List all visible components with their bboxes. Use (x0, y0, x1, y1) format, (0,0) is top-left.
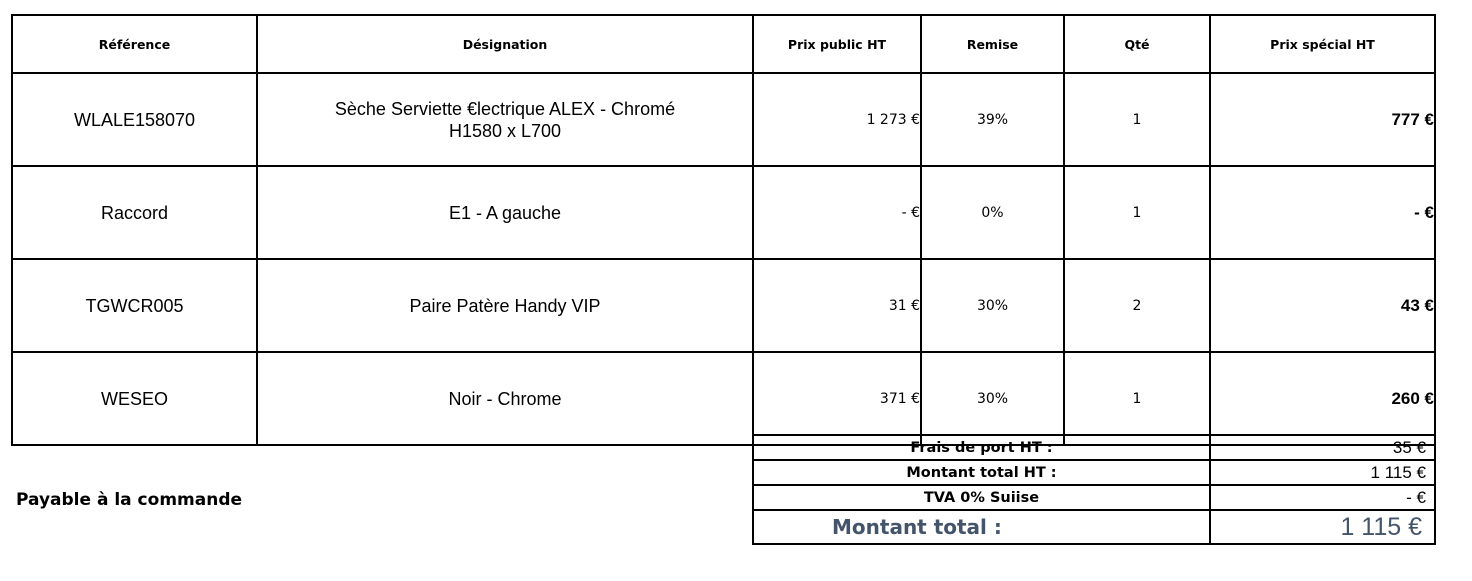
header-prix-public: Prix public HT (753, 15, 921, 73)
header-remise: Remise (921, 15, 1064, 73)
cell-prix-public: - € (753, 166, 921, 259)
montant-ht-value: 1 115 € (1210, 460, 1435, 485)
table-row (12, 166, 1435, 259)
cell-reference: Raccord (12, 166, 257, 259)
header-qte: Qté (1064, 15, 1210, 73)
header-reference: Référence (12, 15, 257, 73)
frais-label: Frais de port HT : (753, 435, 1210, 460)
cell-prix-public: 1 273 € (753, 73, 921, 166)
cell-prix-special: - € (1210, 166, 1435, 259)
cell-designation (257, 73, 753, 166)
cell-designation (257, 166, 753, 259)
cell-designation (257, 352, 753, 445)
header-row (12, 15, 1435, 73)
montant-ht-label: Montant total HT : (753, 460, 1210, 485)
cell-reference: WESEO (12, 352, 257, 445)
frais-value: 35 € (1210, 435, 1435, 460)
cell-qte: 1 (1064, 73, 1210, 166)
table-row (12, 259, 1435, 352)
cell-prix-special: 777 € (1210, 73, 1435, 166)
quote-table (11, 14, 1436, 446)
totals-row-frais (753, 435, 1435, 460)
cell-remise: 30% (921, 352, 1064, 445)
cell-qte: 1 (1064, 352, 1210, 445)
tva-label: TVA 0% Suiise (753, 485, 1210, 510)
totals-table (752, 434, 1436, 545)
totals-row-tva (753, 485, 1435, 510)
totals-row-montant-ht (753, 460, 1435, 485)
designation-line: E1 - A gauche (448, 202, 562, 223)
cell-prix-public: 371 € (753, 352, 921, 445)
cell-designation (257, 259, 753, 352)
totals-row-grand-total (753, 510, 1435, 544)
designation-line: Paire Patère Handy VIP (409, 295, 601, 316)
grand-total-value: 1 115 € (1210, 510, 1435, 544)
payment-terms: Payable à la commande (16, 490, 243, 510)
grand-total-label: Montant total : (753, 510, 1210, 544)
cell-prix-special: 260 € (1210, 352, 1435, 445)
cell-prix-special: 43 € (1210, 259, 1435, 352)
header-prix-special: Prix spécial HT (1210, 15, 1435, 73)
cell-prix-public: 31 € (753, 259, 921, 352)
designation-line: Noir - Chrome (448, 388, 562, 409)
cell-remise: 30% (921, 259, 1064, 352)
cell-qte: 1 (1064, 166, 1210, 259)
header-designation: Désignation (257, 15, 753, 73)
cell-remise: 0% (921, 166, 1064, 259)
designation-line: H1580 x L700 (448, 120, 562, 141)
table-row (12, 352, 1435, 445)
cell-reference: TGWCR005 (12, 259, 257, 352)
tva-value: - € (1210, 485, 1435, 510)
cell-remise: 39% (921, 73, 1064, 166)
designation-line: Sèche Serviette €lectrique ALEX - Chromé (334, 98, 676, 119)
cell-reference: WLALE158070 (12, 73, 257, 166)
table-row (12, 73, 1435, 166)
cell-qte: 2 (1064, 259, 1210, 352)
